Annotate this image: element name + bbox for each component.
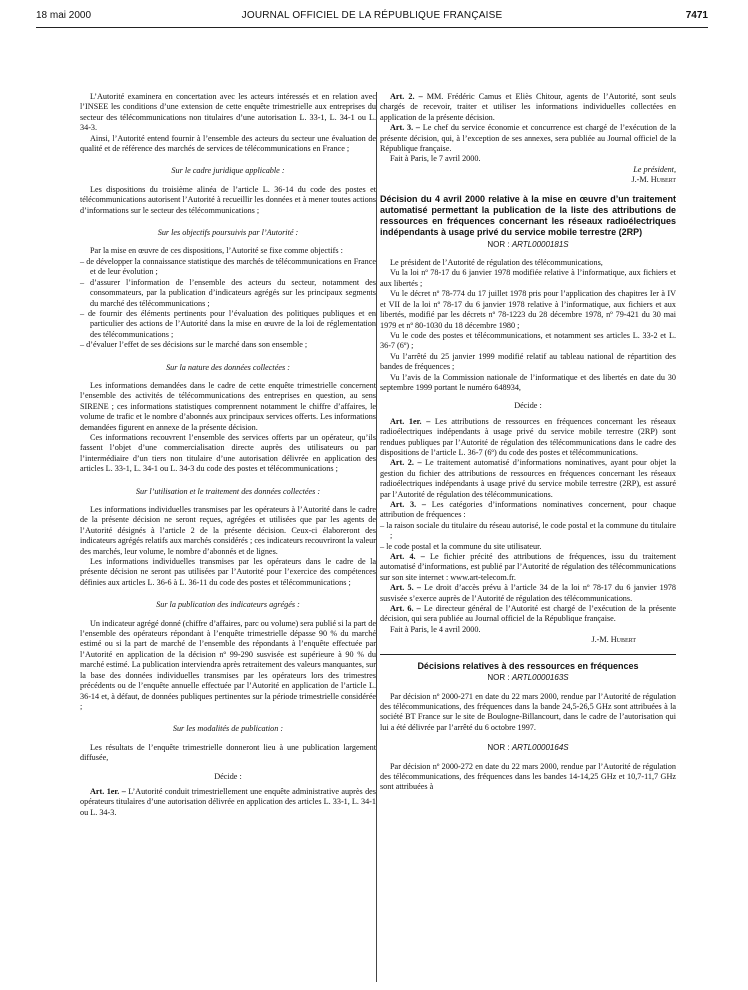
article-text: Le directeur général de l’Autorité est chargé de l’exécution de la présente décision, qui sera publiée au Journal officiel de la République française. <box>380 604 676 624</box>
paragraph: Par décision nº 2000-271 en date du 22 mars 2000, rendue par l’Autorité de régulation des télécommunications, des fréquences dans la bande 24,5-26,5 GHz sont attribuées à la société BT France sur le site de Boulogne-Billancourt, dans le cadre de l’autorisation qui lui a été délivrée par l’arrêté du 6 octobre 1997. <box>380 691 676 732</box>
signature-name: J.-M. Hubert <box>591 635 636 645</box>
paragraph: Ces informations recouvrent l’ensemble des services offerts par un opérateur, qu’ils fassent l’objet d’une commercialisation directe auprès des utilisateurs ou par l’intermédiaire d’un tiers non titulaire d’une autorisation délivrée en application des articles L. 33-1, L. 34-1 ou L. 34-3 du code des postes et télécommunications ; <box>80 432 376 474</box>
nor-label: NOR : <box>487 673 510 683</box>
nor-code: ARTL0000181S <box>511 239 569 249</box>
left-column <box>80 92 376 818</box>
list-item: – de développer la connaissance statistique des marchés de télécommunications en France et de leur évolution ; <box>80 256 376 277</box>
article-label: Art. 2. – <box>390 92 423 101</box>
nor-reference <box>380 240 676 250</box>
paragraph: L’Autorité examinera en concertation avec les acteurs intéressés et en relation avec l’INSEE les conditions d’une extension de cette enquête trimestrielle aux entreprises du secteur des télécommunications non titulaires d’une autorisation L. 33-1, L. 34-1 ou L. 34-3. <box>80 92 376 133</box>
categories-list <box>380 521 676 552</box>
signature-role: Le président, <box>633 164 676 174</box>
objectives-list <box>80 257 376 351</box>
paragraph: Un indicateur agrégé donné (chiffre d’affaires, parc ou volume) sera publié si la part de l’ensemble des opérateurs répondant à l’enquête trimestrielle dépasse 90 % du marché estimé ou si la part de marché de l’ensemble des répondants à l’enquête effectuée par l’Autorité en application de la décision nº 99-290 susvisée est supérieure à 90 % du marché estimé. La publication interviendra après retraitement des valeurs manquantes, sur la base des données individuelles transmises par les opérateurs lors des trimestres précédents ou de l’enquête annuelle effectuée par l’Autorité en application de l’article L. 36-14 et, à défaut, de données publiques pertinentes sur la période trimestrielle considérée ; <box>80 618 376 711</box>
paragraph: Vu la loi nº 78-17 du 6 janvier 1978 modifiée relative à l’informatique, aux fichiers et aux libertés ; <box>380 268 676 288</box>
paragraph: Vu le décret nº 78-774 du 17 juillet 1978 pris pour l’application des chapitres Ier à IV et VII de la loi nº 78-17 du 6 janvier 1978 relative à l’informatique, aux fichiers et aux libertés, modifié par les décrets nº 78-1223 du 28 décembre 1978, nº 79-421 du 30 mai 1979 et nº 80-1030 du 18 décembre 1980 ; <box>380 289 676 330</box>
paragraph: Le président de l’Autorité de régulation des télécommunications, <box>390 258 603 268</box>
article-label: Art. 5. – <box>390 583 421 593</box>
signature-name: J.-M. Hubert <box>631 175 676 185</box>
decision-title: Décision du 4 avril 2000 relative à la mise en œuvre d’un traitement automatisé permettant la publication de la liste des attributions de ressources en fréquences concernant les réseaux radioélectriques indépendants à usage privé du service mobile terrestre (2RP) <box>380 193 676 237</box>
article-paragraph <box>380 458 676 500</box>
section-heading: Sur la publication des indicateurs agrégés : <box>156 600 300 610</box>
article-text: Le chef du service économie et concurrence est chargé de l’exécution de la présente décision, qui, à l’exception de ses annexes, sera publiée au Journal officiel de la République française. <box>380 123 676 154</box>
article-paragraph <box>380 417 676 459</box>
article-label: Art. 3. – <box>390 500 427 509</box>
paragraph: Par la mise en œuvre de ces dispositions, l’Autorité se fixe comme objectifs : <box>90 246 343 256</box>
nor-reference <box>380 673 676 683</box>
list-item: – la raison sociale du titulaire du réseau autorisé, le code postal et la commune du titulaire ; <box>380 520 676 541</box>
header-journal-title: JOURNAL OFFICIEL DE LA RÉPUBLIQUE FRANÇAISE <box>241 10 503 21</box>
section-heading: Sur le cadre juridique applicable : <box>171 166 285 176</box>
list-item: – de fournir des éléments pertinents pour l’évaluation des politiques publiques et en particulier des actions de l’Autorité dans la mise en œuvre de la loi de réglementation des télécommunications ; <box>80 308 376 339</box>
list-item: – le code postal et la commune du site utilisateur. <box>380 541 542 551</box>
nor-label: NOR : <box>487 239 510 249</box>
paragraph: Les dispositions du troisième alinéa de l’article L. 36-14 du code des postes et télécommunications autorisent l’Autorité à recueillir les données et à mener toutes actions d’informations sur le secteur des télécommunications ; <box>80 184 376 215</box>
article-paragraph <box>380 92 676 123</box>
article-text: MM. Frédéric Camus et Eliès Chitour, agents de l’Autorité, sont seuls chargés de recevoir, traiter et utiliser les informations individuelles collectées en application de la présente décision. <box>380 92 676 122</box>
section-heading: Sur l’utilisation et le traitement des données collectées : <box>135 486 321 496</box>
page-header <box>36 10 708 40</box>
article-paragraph <box>380 604 676 625</box>
section-heading: Sur les modalités de publication : <box>172 724 284 734</box>
section-heading: Sur la nature des données collectées : <box>166 362 290 372</box>
article-text: Le traitement automatisé d’informations nominatives, ayant pour objet la gestion du fichier des attributions de ressources en fréquences concernant les réseaux radioélectriques indépendants à usage privé du service mobile terrestre (2RP), est assuré par l’Autorité de régulation des télécommunications. <box>380 458 676 499</box>
article-label: Art. 4. – <box>390 552 425 562</box>
paragraph: Les résultats de l’enquête trimestrielle donneront lieu à une publication largement diffusée, <box>80 742 376 763</box>
list-item: – d’assurer l’information de l’ensemble des acteurs du secteur, notamment des consommateurs, par la publication d’indicateurs agrégés sur les principaux segments du marché des télécommunications ; <box>80 277 376 308</box>
article-paragraph <box>380 552 676 583</box>
right-column <box>380 92 676 793</box>
nor-reference <box>380 743 676 753</box>
signature-place-date: Fait à Paris, le 7 avril 2000. <box>390 154 481 164</box>
decide-heading: Décide : <box>514 401 542 411</box>
article-paragraph <box>380 500 676 521</box>
article-text: Les catégories d’informations nominatives concernent, pour chaque attribution de fréquences : <box>380 500 677 520</box>
article-text: Le fichier précité des attributions de fréquences, issu du traitement automatisé d’informations, est publié par l’Autorité de régulation des télécommunications sur son site internet : www.art-telecom.fr. <box>380 552 676 582</box>
paragraph: Par décision nº 2000-272 en date du 22 mars 2000, rendue par l’Autorité de régulation des télécommunications, des fréquences dans les bandes 14-14,25 GHz et 10,7-11,7 GHz sont attribuées à <box>380 761 676 792</box>
article-label: Art. 6. – <box>390 604 421 614</box>
paragraph: Ainsi, l’Autorité entend fournir à l’ensemble des acteurs du secteur une évaluation de qualité et de référence des marchés de services de télécommunications en France ; <box>80 133 376 154</box>
article-paragraph <box>380 583 676 604</box>
section-rule <box>380 654 676 655</box>
paragraph: Vu le code des postes et télécommunications, et notamment ses articles L. 33-2 et L. 36-7 (6º) ; <box>380 330 676 351</box>
paragraph: Vu l’avis de la Commission nationale de l’informatique et des libertés en date du 30 septembre 1999 portant le numéro 648934, <box>380 372 676 392</box>
paragraph: Vu l’arrêté du 25 janvier 1999 modifié relatif au tableau national de répartition des bandes de fréquences ; <box>380 351 676 372</box>
column-divider <box>376 92 377 982</box>
article-label: Art. 1er. – <box>390 416 431 426</box>
nor-label: NOR : <box>487 743 510 753</box>
article-label: Art. 1er. – <box>90 786 126 796</box>
paragraph: Les informations demandées dans le cadre de cette enquête trimestrielle concernent l’ensemble des activités de télécommunications des entreprises en question, au sens SIRENE ; ces informations statistiques comprennent notamment le chiffre d’affaires, le volume de trafic et le nombre d’abonnés aux principaux services offerts. Les informations demandées figurent en annexe de la présente décision. <box>80 380 376 432</box>
article-paragraph <box>380 123 676 154</box>
header-rule <box>36 27 708 28</box>
article-text: L’Autorité conduit trimestriellement une enquête administrative auprès des opérateurs titulaires d’une autorisation délivrée en application des articles L. 33-1, L. 34-1 ou L. 34-3. <box>80 786 376 817</box>
nor-code: ARTL0000164S <box>511 743 569 753</box>
decide-heading: Décide : <box>214 771 242 781</box>
list-item: – d’évaluer l’effet de ses décisions sur le marché dans son ensemble ; <box>80 340 308 350</box>
header-page-number: 7471 <box>685 10 708 21</box>
nor-code: ARTL0000163S <box>511 673 569 683</box>
article-label: Art. 3. – <box>390 123 420 133</box>
article-text: Les attributions de ressources en fréquences concernant les réseaux radioélectriques indépendants à usage privé du service mobile terrestre (2RP) sont rendues publiques par l’Autorité de régulation des télécommunications dans le cadre des dispositions de l’article L. 36-7 (6º) du code des postes et télécommunications. <box>380 416 677 457</box>
article-text: Le droit d’accès prévu à l’article 34 de la loi nº 78-17 du 6 janvier 1978 susvisée s’exerce auprès de l’Autorité de régulation des télécommunications. <box>380 583 676 603</box>
section-title: Décisions relatives à des ressources en fréquences <box>417 660 639 671</box>
paragraph: Les informations individuelles transmises par les opérateurs dans le cadre de la présente décision ne seront pas utilisées par l’Autorité pour l’exercice des compétences définies aux articles L. 36-6 à L. 36-11 du code des postes et télécommunications ; <box>80 557 376 587</box>
article-paragraph <box>80 787 376 818</box>
article-label: Art. 2. – <box>390 458 422 468</box>
header-date: 18 mai 2000 <box>36 10 92 21</box>
paragraph: Les informations individuelles transmises par les opérateurs à l’Autorité dans le cadre de la présente décision ne seront reçues, agrégées et utilisées que par les agents de l’Autorité désignés à l’article 2 de la présente décision. Ceux-ci élaboreront des indicateurs agrégés relatifs aux marchés considérés ; ces indicateurs recouvriront la valeur des marchés, leur volume, le nombre d’abonnés et de lignes. <box>80 505 376 556</box>
signature-place-date: Fait à Paris, le 4 avril 2000. <box>390 624 481 634</box>
section-heading: Sur les objectifs poursuivis par l’Autorité : <box>157 228 299 238</box>
